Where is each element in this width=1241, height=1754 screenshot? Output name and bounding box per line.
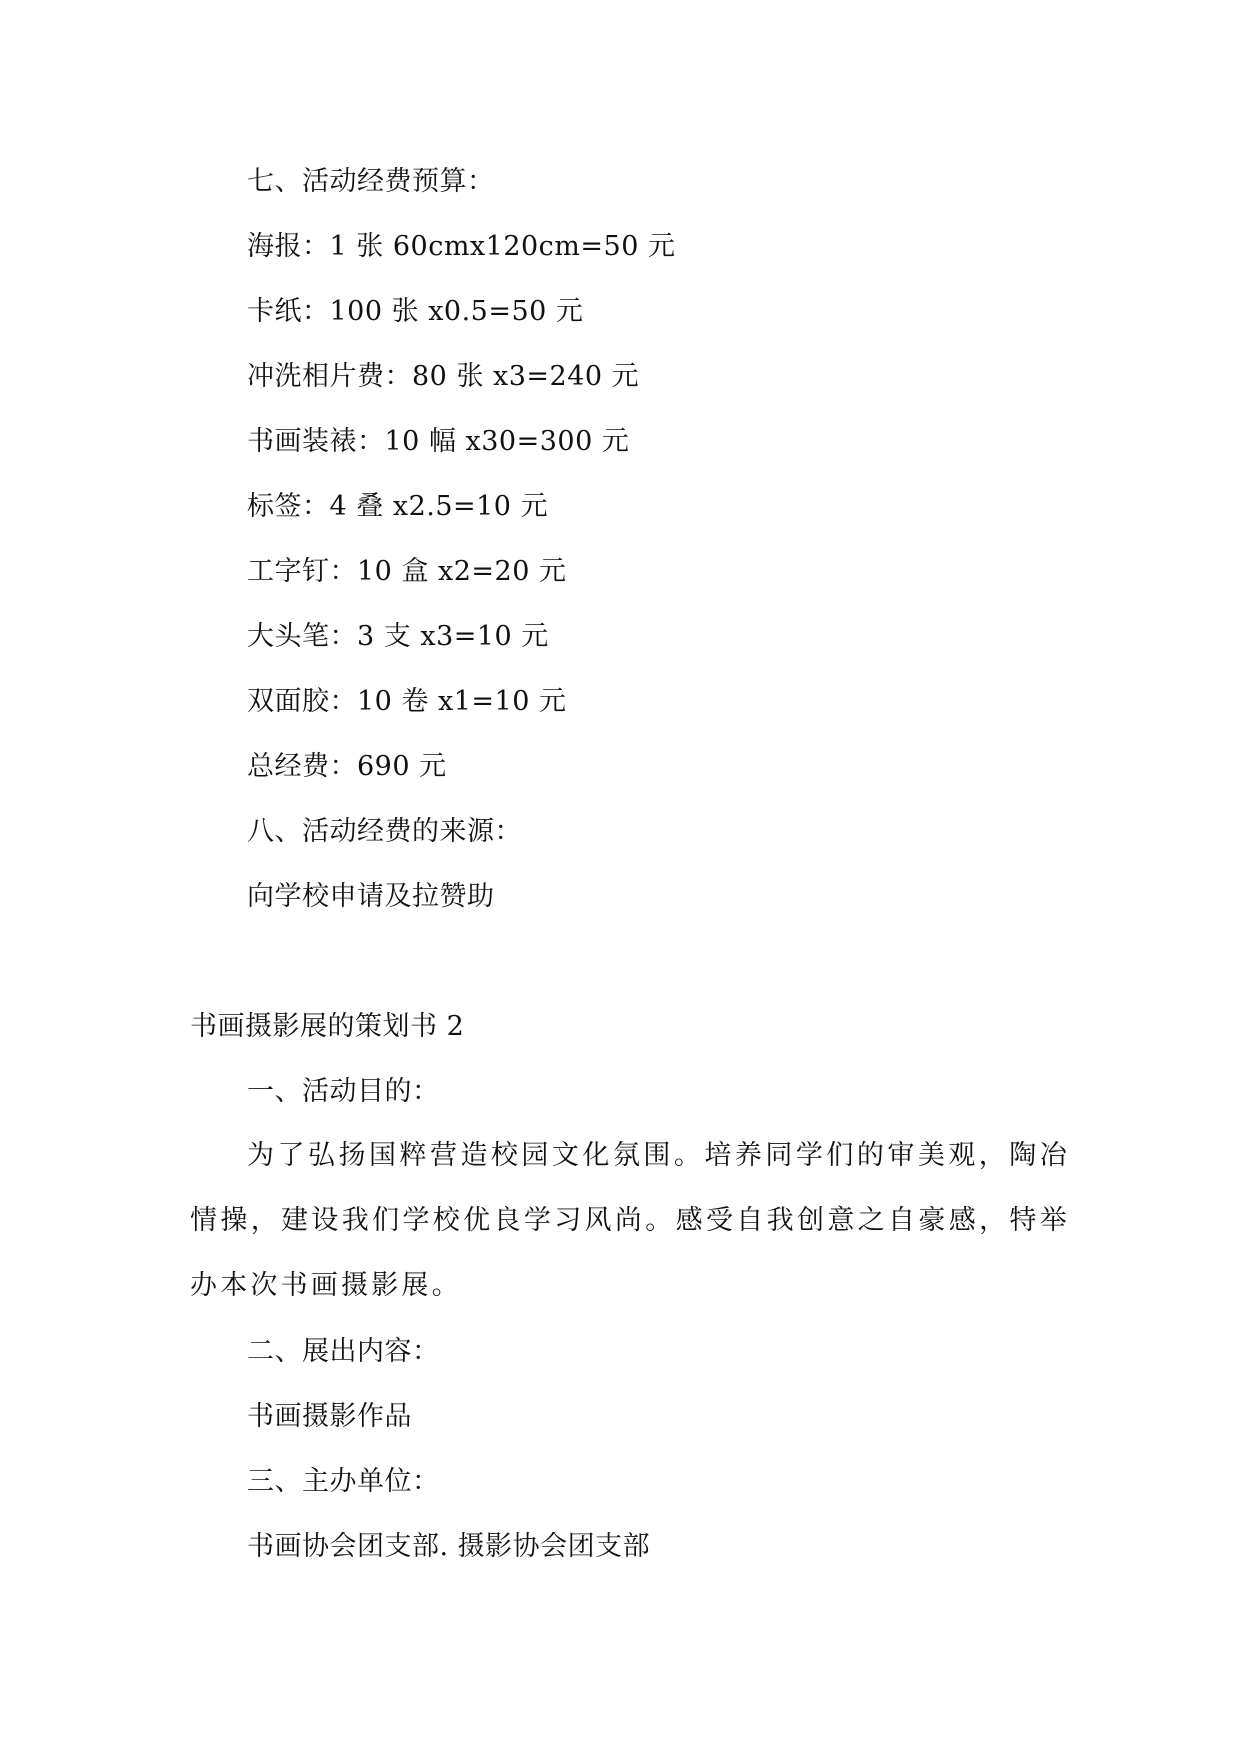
budget-item-mounting: 书画装裱：10 幅 x30=300 元 — [247, 426, 630, 457]
budget-item-markers: 大头笔：3 支 x3=10 元 — [247, 621, 549, 652]
budget-item-poster: 海报：1 张 60cmx120cm=50 元 — [247, 231, 676, 262]
budget-item-cardstock: 卡纸：100 张 x0.5=50 元 — [247, 296, 584, 327]
organizer-text: 书画协会团支部. 摄影协会团支部 — [247, 1531, 651, 1562]
budget-total: 总经费：690 元 — [247, 751, 447, 782]
purpose-paragraph: 为了弘扬国粹营造校园文化氛围。培养同学们的审美观，陶冶情操，建设我们学校优良学习风尚。感受自我创意之自豪感，特举办本次书画摄影展。 — [190, 1140, 1070, 1301]
budget-item-pins: 工字钉：10 盒 x2=20 元 — [247, 556, 567, 587]
budget-item-labels: 标签：4 叠 x2.5=10 元 — [247, 491, 549, 522]
section-1-heading: 一、活动目的： — [247, 1076, 440, 1107]
section-8-heading: 八、活动经费的来源： — [247, 816, 522, 847]
section-3-heading: 三、主办单位： — [247, 1466, 440, 1497]
document-2-title: 书画摄影展的策划书 2 — [190, 1011, 465, 1042]
funding-source-text: 向学校申请及拉赞助 — [247, 881, 495, 912]
section-7-heading: 七、活动经费预算： — [247, 166, 495, 197]
budget-item-photo-printing: 冲洗相片费：80 张 x3=240 元 — [247, 361, 640, 392]
budget-item-tape: 双面胶：10 卷 x1=10 元 — [247, 686, 567, 717]
exhibit-content-text: 书画摄影作品 — [247, 1401, 412, 1432]
section-2-heading: 二、展出内容： — [247, 1336, 440, 1367]
